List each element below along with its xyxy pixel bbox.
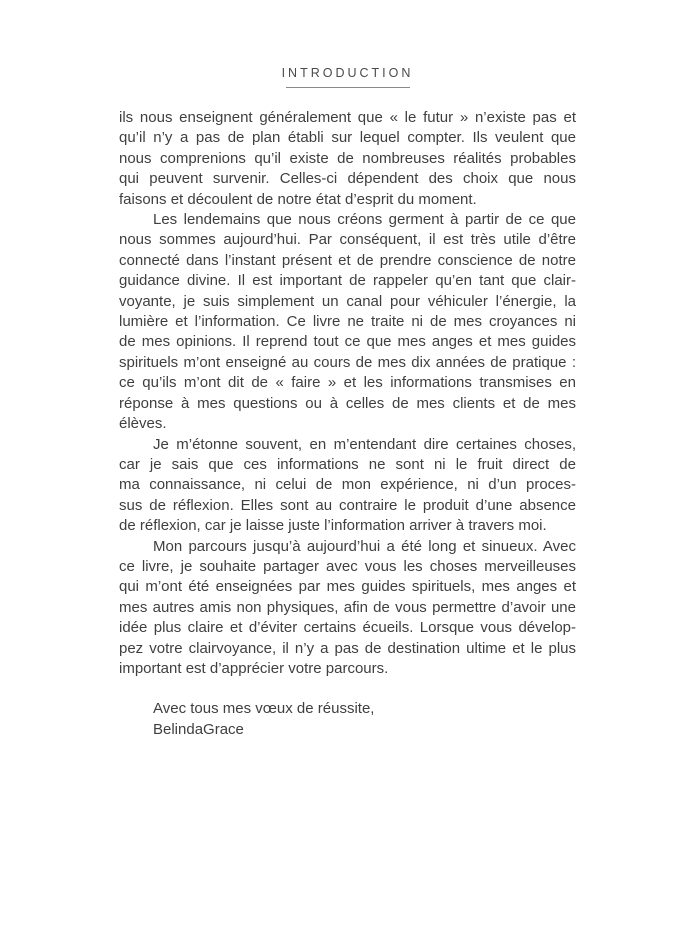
chapter-header — [119, 64, 576, 88]
body-text — [119, 108, 576, 679]
text-line: qui m’ont été enseignées par mes guides spirituels, mes anges et — [119, 578, 576, 596]
text-line: lumière et l’information. Ce livre ne traite ni de mes croyances ni — [119, 313, 576, 331]
text-line: de réflexion, car je laisse juste l’information arriver à travers moi. — [119, 517, 547, 535]
text-line: car je sais que ces informations ne sont ni le fruit direct de — [119, 455, 576, 473]
text-line: voyante, je suis simplement un canal pour véhiculer l’énergie, la — [119, 292, 576, 310]
text-line: spirituels m’ont enseigné au cours de mes dix années de pratique : — [119, 353, 576, 371]
text-line: ce livre, je souhaite partager avec vous les choses merveilleuses — [119, 557, 576, 575]
paragraph-4 — [119, 537, 576, 680]
text-line: Les lendemains que nous créons germent à partir de ce que — [153, 211, 576, 229]
text-line: mes autres amis non physiques, afin de vous permettre d’avoir une — [119, 598, 576, 616]
text-line: qu’il n’y a pas de plan établi sur lequel compter. Ils veulent que — [119, 129, 576, 147]
paragraph-2 — [119, 210, 576, 434]
text-line: de mes opinions. Il reprend tout ce que mes anges et mes guides — [119, 333, 576, 351]
paragraph-3 — [119, 435, 576, 537]
text-line: élèves. — [119, 415, 167, 433]
text-line: faisons et découlent de notre état d’esprit du moment. — [119, 190, 477, 208]
text-line: nous comprenions qu’il existe de nombreuses réalités probables — [119, 149, 576, 167]
text-line: guidance divine. Il est important de rappeler qu’en tant que clair- — [119, 272, 576, 290]
text-line: nous sommes aujourd’hui. Par conséquent, il est très utile d’être — [119, 231, 576, 249]
closing-author: BelindaGrace — [153, 720, 244, 738]
text-line: Je m’étonne souvent, en m’entendant dire certaines choses, — [153, 435, 576, 453]
text-line: qui peuvent survenir. Celles-ci dépendent des choix que nous — [119, 170, 576, 188]
paragraph-1 — [119, 108, 576, 210]
title-underline — [286, 87, 410, 88]
text-line: idée plus claire et d’éviter certains écueils. Lorsque vous dévelop- — [119, 619, 576, 637]
closing-valediction: Avec tous mes vœux de réussite, — [153, 700, 375, 718]
text-line: Mon parcours jusqu’à aujourd’hui a été long et sinueux. Avec — [153, 537, 576, 555]
chapter-title: INTRODUCTION — [281, 66, 414, 80]
text-line: sus de réflexion. Elles sont au contraire le produit d’une absence — [119, 496, 576, 514]
text-line: ils nous enseignent généralement que « le futur » n’existe pas et — [119, 109, 576, 126]
text-line: connecté dans l’instant présent et de prendre conscience de notre — [119, 251, 576, 269]
page-content — [119, 64, 576, 740]
closing-block — [119, 699, 576, 740]
text-line: ma connaissance, ni celui de mon expérience, ni d’un proces- — [119, 476, 576, 494]
text-line: important est d’apprécier votre parcours. — [119, 659, 389, 677]
text-line: pez votre clairvoyance, il n’y a pas de destination ultime et le plus — [119, 639, 576, 657]
text-line: réponse à mes questions ou à celles de mes clients et de mes — [119, 394, 576, 412]
text-line: ce qu’ils m’ont dit de « faire » et les informations transmises en — [119, 374, 576, 392]
